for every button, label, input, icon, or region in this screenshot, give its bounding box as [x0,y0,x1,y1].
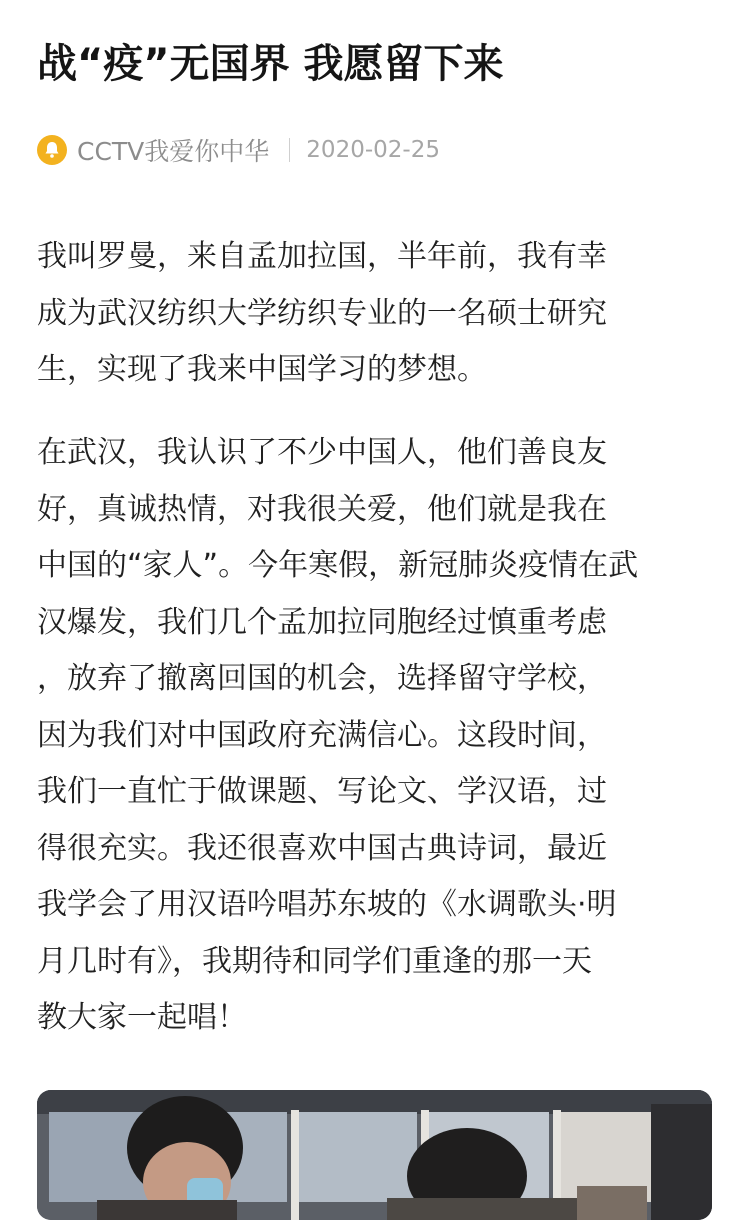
paragraph-line: 我们一直忙于做课题、写论文、学汉语，过 [37,774,607,809]
paragraph-line: ，放弃了撤离回国的机会，选择留守学校， [37,661,607,696]
publish-date: 2020-02-25 [306,137,440,163]
paragraph-2 [37,425,715,1047]
paragraph-line: 教大家一起唱！ [37,1000,247,1035]
paragraph-line: 汉爆发，我们几个孟加拉同胞经过慎重考虑 [37,604,607,640]
paragraph-line: 我叫罗曼，来自孟加拉国，半年前，我有幸 [37,239,607,274]
bell-icon[interactable] [37,135,67,165]
paragraph-line: 成为武汉纺织大学纺织专业的一名硕士研究 [37,295,607,331]
paragraph-line: 好，真诚热情，对我很关爱，他们就是我在 [37,491,607,527]
article-meta [37,131,440,169]
paragraph-1 [37,229,715,399]
paragraph-line: 因为我们对中国政府充满信心。这段时间， [37,717,607,753]
paragraph-line: 在武汉，我认识了不少中国人，他们善良友 [37,435,607,470]
paragraph-line: 我学会了用汉语吟唱苏东坡的《水调歌头·明 [37,887,617,922]
photo-image [37,1090,712,1220]
paragraph-line: 得很充实。我还很喜欢中国古典诗词，最近 [37,830,607,866]
paragraph-line: 生，实现了我来中国学习的梦想。 [37,352,487,387]
paragraph-line: 中国的“家人”。今年寒假，新冠肺炎疫情在武 [37,548,639,583]
paragraph-line: 月几时有》，我期待和同学们重逢的那一天 [37,943,592,979]
meta-divider [289,138,290,162]
author-name[interactable]: CCTV我爱你中华 [77,137,270,166]
article-photo[interactable] [37,1090,712,1220]
article-title: 战“疫”无国界 我愿留下来 [37,41,504,87]
